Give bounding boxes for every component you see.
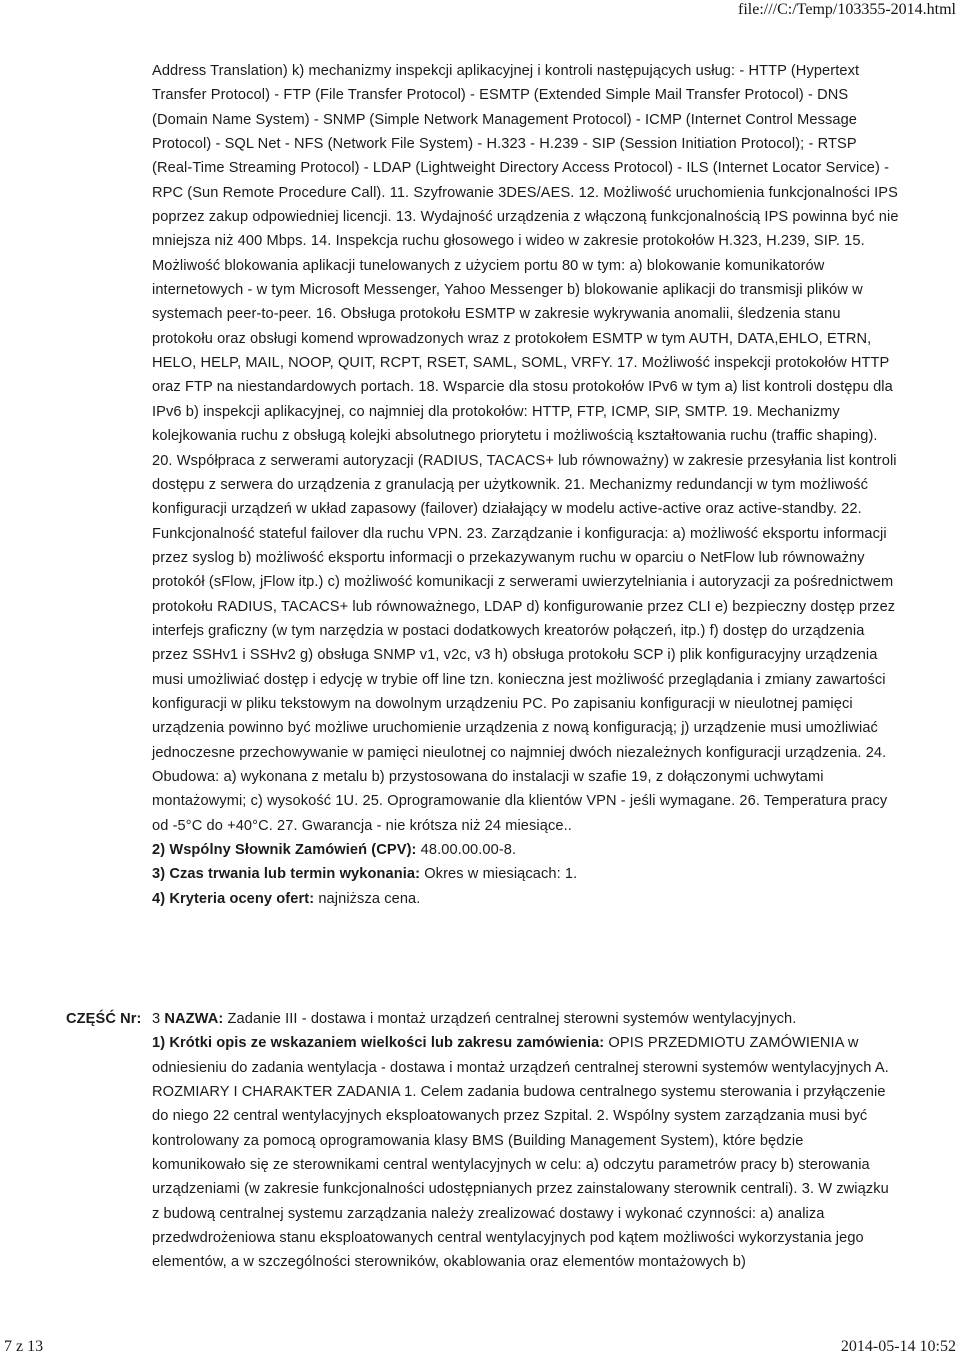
part-name-label: NAZWA: <box>164 1011 224 1027</box>
page-counter: 7 z 13 <box>4 1338 44 1355</box>
part-description-label: 1) Krótki opis ze wskazaniem wielkości lub zakresu zamówienia: <box>152 1035 605 1052</box>
cpv-label: 2) Wspólny Słownik Zamówień (CPV): <box>152 842 417 858</box>
part-description <box>152 1031 900 1274</box>
part-name-value: Zadanie III - dostawa i montaż urządzeń centralnej sterowni systemów wentylacyjnych. <box>223 1011 797 1027</box>
evaluation-criteria-label: 4) Kryteria oceny ofert: <box>152 890 315 907</box>
cpv-value: 48.00.00.00-8. <box>416 842 517 858</box>
part-section <box>66 1007 906 1275</box>
print-datetime: 2014-05-14 10:52 <box>840 1338 956 1355</box>
part-header-row <box>66 1007 906 1275</box>
document-body <box>152 59 900 911</box>
print-header-url: file:///C:/Temp/103355-2014.html <box>738 1 956 18</box>
duration-label: 3) Czas trwania lub termin wykonania: <box>152 866 421 883</box>
duration-line <box>152 862 900 886</box>
spec-paragraph: Address Translation) k) mechanizmy inspekcji aplikacyjnej i kontroli następujących usług: - HTTP (Hypertext Transfer Protocol) - FTP (File Transfer Protocol) - ESMTP (Extended Simple Mail Transfer Protocol) - DNS (Domain Name System) - SNMP (Simple Network Management Protocol) - ICMP (Internet Control Message Protocol) - SQL Net - NFS (Network File System) - H.323 - H.239 - SIP (Session Initiation Protocol); - RTSP (Real-Time Streaming Protocol) - LDAP (Lightweight Directory Access Protocol) - ILS (Internet Locator Service) - RPC (Sun Remote Procedure Call). 11. Szyfrowanie 3DES/AES. 12. Możliwość uruchomienia funkcjonalności IPS poprzez zakup odpowiedniej licencji. 13. Wydajność urządzenia z włączoną funkcjonalnością IPS powinna być nie mniejsza niż 400 Mbps. 14. Inspekcja ruchu głosowego i wideo w zakresie protokołów H.323, H.239, SIP. 15. Możliwość blokowania aplikacji tunelowanych z użyciem portu 80 w tym: a) blokowanie komunikatorów internetowych - w tym Microsoft Messenger, Yahoo Messenger b) blokowanie aplikacji do transmisji plików w systemach peer-to-peer. 16. Obsługa protokołu ESMTP w zakresie wykrywania anomalii, śledzenia stanu protokołu oraz obsługi komend wprowadzonych wraz z protokołem ESMTP w tym AUTH, DATA,EHLO, ETRN, HELO, HELP, MAIL, NOOP, QUIT, RCPT, RSET, SAML, SOML, VRFY. 17. Możliwość inspekcji protokołów HTTP oraz FTP na niestandardowych portach. 18. Wsparcie dla stosu protokołów IPv6 w tym a) list kontroli dostępu dla IPv6 b) inspekcji aplikacyjnej, co najmniej dla protokołów: HTTP, FTP, ICMP, SIP, SMTP. 19. Mechanizmy kolejkowania ruchu z obsługą kolejki absolutnego priorytetu i możliwością kształtowania ruchu (traffic shaping). 20. Współpraca z serwerami autoryzacji (RADIUS, TACACS+ lub równoważny) w zakresie przesyłania list kontroli dostępu z serwera do urządzenia z granulacją per użytkownik. 21. Mechanizmy redundancji w tym możliwość konfiguracji urządzeń w układ zapasowy (failover) działający w modelu active-active oraz active-standby. 22. Funkcjonalność stateful failover dla ruchu VPN. 23. Zarządzanie i konfiguracja: a) możliwość eksportu informacji przez syslog b) możliwość eksportu informacji o przekazywanym ruchu w oparciu o NetFlow lub równoważny protokół (sFlow, jFlow itp.) c) możliwość komunikacji z serwerami uwierzytelniania i autoryzacji za pośrednictwem protokołu RADIUS, TACACS+ lub równoważnego, LDAP d) konfigurowanie przez CLI e) bezpieczny dostęp przez interfejs graficzny (w tym narzędzia w postaci dodatkowych kreatorów połączeń, itp.) f) dostęp do urządzenia przez SSHv1 i SSHv2 g) obsługa SNMP v1, v2c, v3 h) obsługa protokołu SCP i) plik konfiguracyjny urządzenia musi umożliwiać dostęp i edycję w trybie off line tzn. konieczna jest możliwość przeglądania i zmiany zawartości konfiguracji w pliku tekstowym na dowolnym urządzeniu PC. Po zapisaniu konfiguracji w nieulotnej pamięci urządzenia powinno być możliwe uruchomienie urządzenia z nową konfiguracją; j) urządzenie musi umożliwiać jednoczesne przechowywanie w pamięci nieulotnej co najmniej dwóch niezależnych konfiguracji urządzenia. 24. Obudowa: a) wykonana z metalu b) przystosowana do instalacji w szafie 19, z dołączonymi uchwytami montażowymi; c) wysokość 1U. 25. Oprogramowanie dla klientów VPN - jeśli wymagane. 26. Temperatura pracy od -5°C do +40°C. 27. Gwarancja - nie krótsza niż 24 miesiące.. <box>152 63 899 834</box>
evaluation-criteria-value: najniższa cena. <box>314 890 421 907</box>
part-name-line <box>152 1007 900 1031</box>
part-body <box>152 1007 900 1275</box>
part-number-label: CZĘŚĆ Nr: <box>66 1011 142 1027</box>
part-number: 3 <box>152 1011 161 1027</box>
evaluation-criteria-line <box>152 887 900 911</box>
part-description-value: OPIS PRZEDMIOTU ZAMÓWIENIA w odniesieniu do zadania wentylacja - dostawa i montaż urządzeń centralnej sterowni systemów wentylacyjnych A. ROZMIARY I CHARAKTER ZADANIA 1. Celem zadania budowa centralnego systemu sterowania i przyłączenie do niego 22 central wentylacyjnych eksploatowanych przez Szpital. 2. Wspólny system zarządzania musi być kontrolowany za pomocą oprogramowania klasy BMS (Building Management System), które będzie komunikowało się ze sterownikami central wentylacyjnych w celu: a) odczytu parametrów pracy b) sterowania urządzeniami (w zakresie funkcjonalności udostępnianych przez zainstalowany sterownik centrali). 3. W związku z budową centralnej systemu zarządzania należy zrealizować dostawy i wykonać czynności: a) analiza przedwdrożeniowa stanu eksploatowanych central wentylacyjnych pod kątem możliwości wykorzystania jego elementów, a w szczególności sterowników, okablowania oraz elementów montażowych b) <box>152 1035 889 1271</box>
cpv-line <box>152 838 900 862</box>
duration-value: Okres w miesiącach: 1. <box>420 866 578 883</box>
